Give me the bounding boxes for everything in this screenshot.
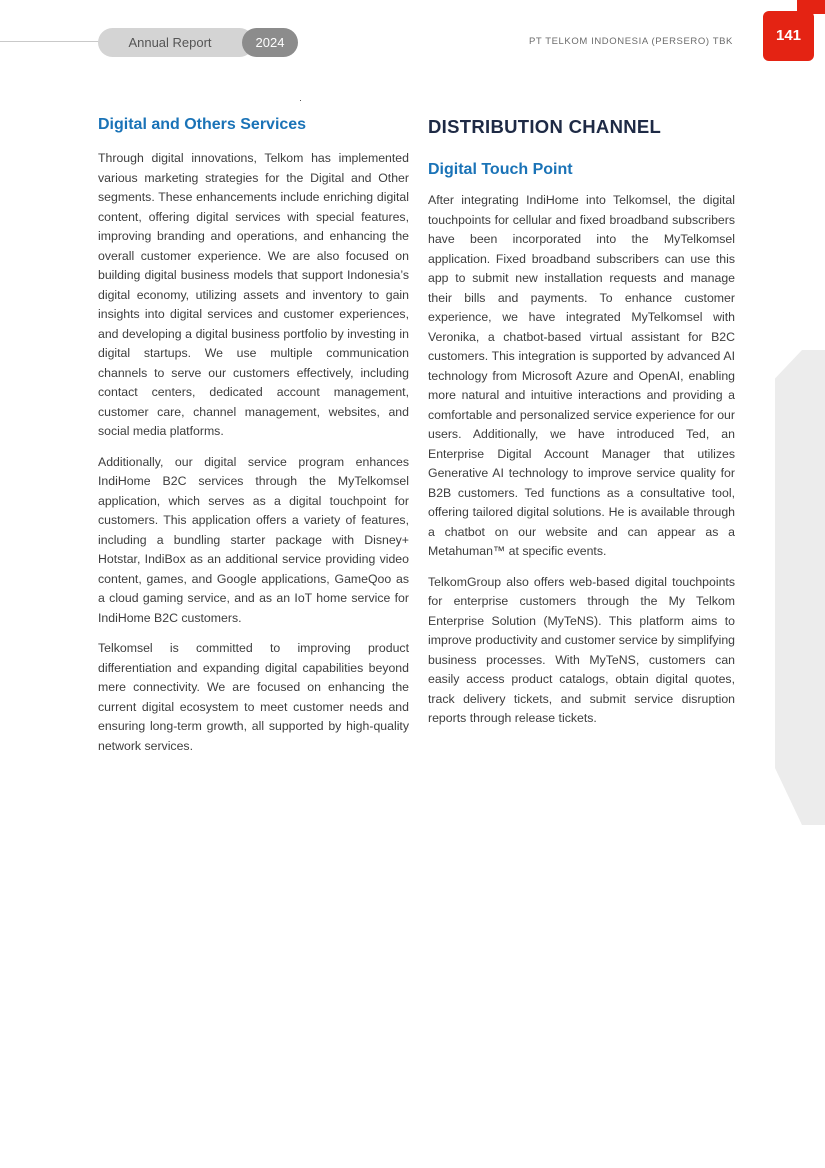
year-badge: 2024 <box>242 28 298 57</box>
paragraph: Through digital innovations, Telkom has implemented various marketing strategies for the Digital and Other segments. These enhancements include enriching digital content, offering digital services with special features, improving branding and operations, and enhancing the overall customer experience. We are also focused on building digital business models that support Indonesia’s digital economy, utilizing assets and inventory to gain insights into digital services and customer experiences, and developing a digital business portfolio by investing in digital startups. We use multiple communication channels to serve our customers effectively, including contact centers, dedicated account management, customer care, channel management, websites, and social media platforms. <box>98 151 409 438</box>
paragraph: Telkomsel is committed to improving product differentiation and expanding digital capabilities beyond mere connectivity. We are focused on enhancing the current digital ecosystem to meet customer needs and ensuring long-term growth, all supported by high-quality network services. <box>98 641 409 753</box>
digital-others-heading: Digital and Others Services <box>98 116 307 133</box>
stray-mark <box>300 100 301 101</box>
page-number-badge: 141 <box>763 11 814 61</box>
right-column <box>428 116 735 740</box>
digital-touch-point-heading: Digital Touch Point <box>428 161 573 178</box>
distribution-channel-title: DISTRIBUTION CHANNEL <box>428 116 662 137</box>
left-column <box>98 116 409 767</box>
company-name: PT TELKOM INDONESIA (PERSERO) TBK <box>528 36 733 47</box>
annual-report-badge: Annual Report <box>98 28 254 57</box>
paragraph: TelkomGroup also offers web-based digital touchpoints for enterprise customers through the My Telkom Enterprise Solution (MyTeNS). This platform aims to improve productivity and customer service by simplifying business processes. With MyTeNS, customers can easily access product catalogs, obtain digital quotes, track delivery tickets, and submit service disruption reports through release tickets. <box>428 574 735 725</box>
side-tab-decoration <box>775 350 825 825</box>
paragraph: After integrating IndiHome into Telkomsel, the digital touchpoints for cellular and fixed broadband subscribers have been incorporated into the MyTelkomsel application. Fixed broadband subscribers can use this app to submit new installation requests and manage their bills and payments. To enhance customer experience, we have integrated MyTelkomsel with Veronika, a chatbot-based virtual assistant for B2C customers. This integration is supported by advanced AI technology from Microsoft Azure and OpenAI, enabling more natural and intuitive interactions and providing a comfortable and personalized service experience for our users. Additionally, we have introduced Ted, an Enterprise Digital Account Manager that utilizes Generative AI technology to improve service quality for B2B customers. Ted functions as a consultative tool, offering tailored digital solutions. He is available through a chatbot on our website and can appear as a Metahuman™ at specific events. <box>428 193 735 558</box>
paragraph: Additionally, our digital service program enhances IndiHome B2C services through the MyTelkomsel application, which serves as a digital touchpoint for customers. This application offers a variety of features, including a bundling starter package with Disney+ Hotstar, IndiBox as an additional service providing video content, games, and Google applications, GameQoo as a cloud gaming service, and as an IoT home service for IndiHome B2C customers. <box>98 454 409 625</box>
